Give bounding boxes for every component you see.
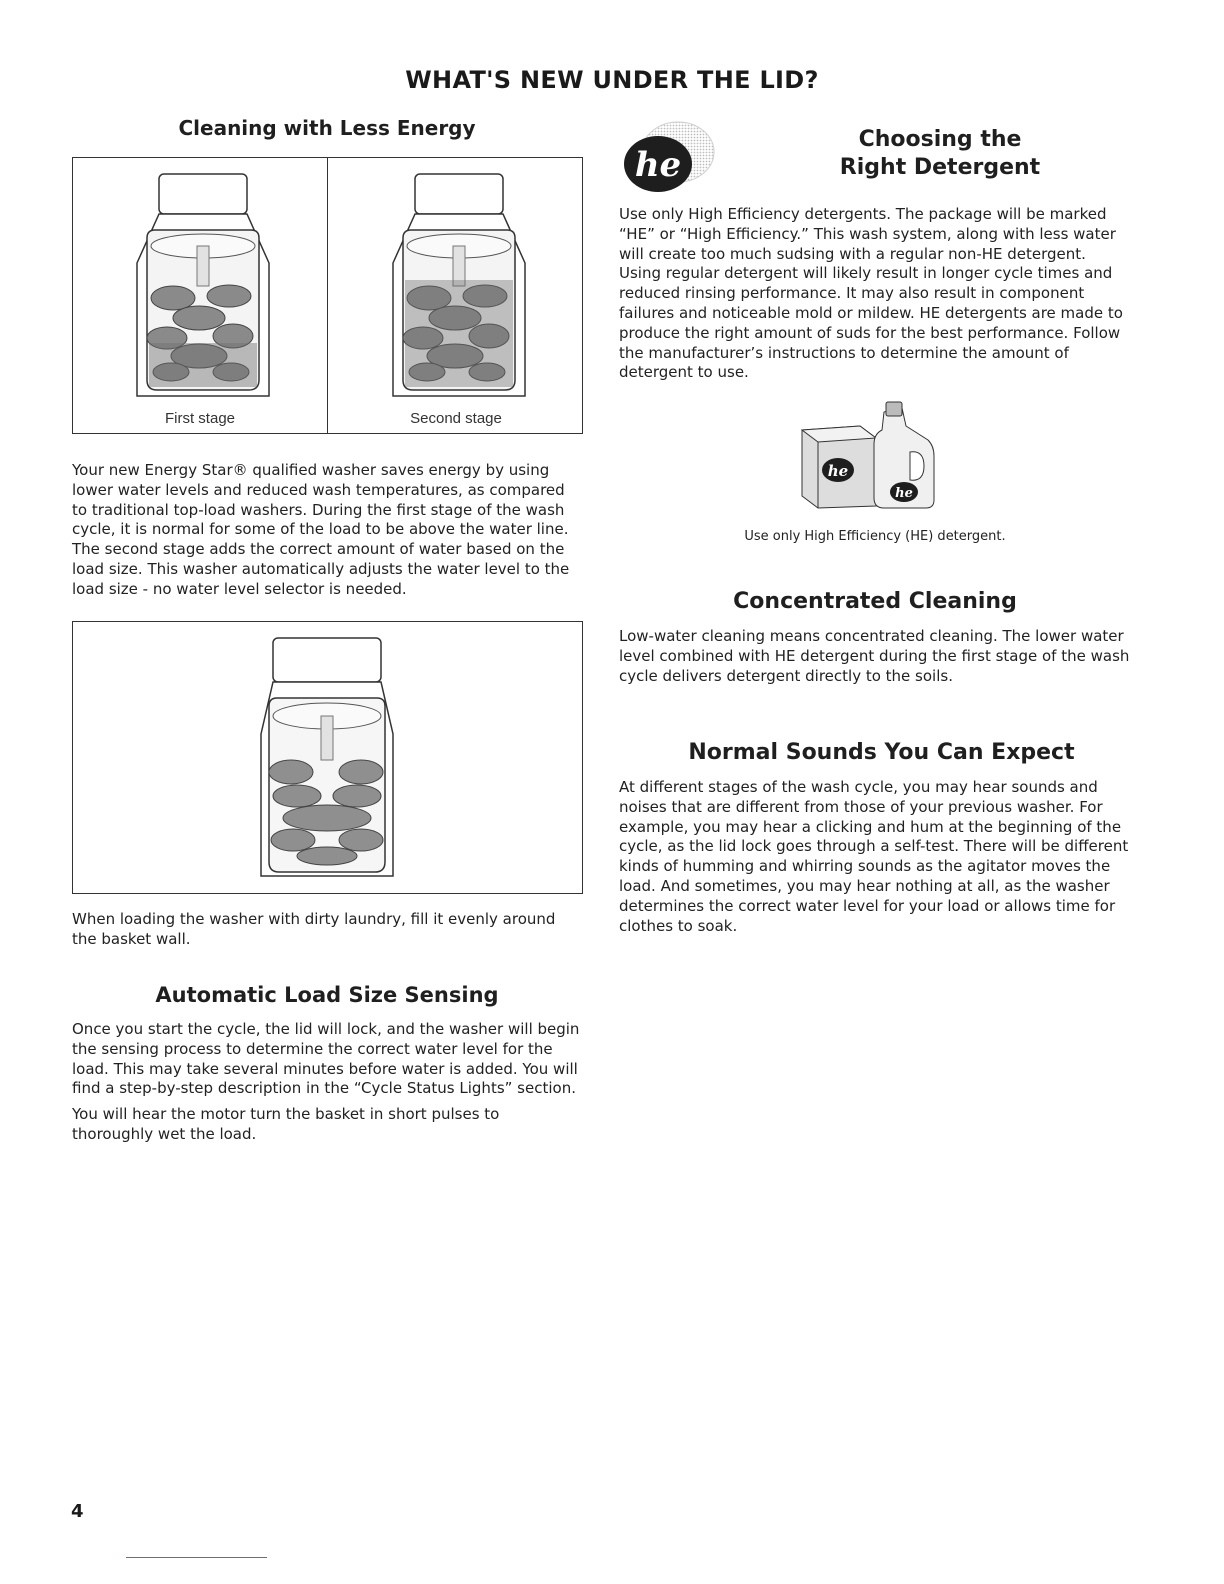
detergent-heading-line-2: Right Detergent	[839, 155, 1041, 180]
sounds-heading: Normal Sounds You Can Expect	[688, 740, 1075, 765]
svg-text:he: he	[827, 462, 849, 480]
he-logo-icon	[618, 118, 716, 198]
detergent-heading	[790, 126, 1090, 182]
first-stage-caption: First stage	[164, 410, 236, 427]
detergent-paragraph	[619, 205, 1131, 383]
washer-loading-figure	[72, 621, 583, 894]
figure-divider	[327, 158, 328, 433]
washer-first-stage-illustration	[133, 168, 273, 408]
energy-star-paragraph	[72, 461, 584, 600]
detergent-heading-line-1: Choosing the	[858, 127, 1022, 152]
svg-text:he: he	[895, 486, 913, 501]
loading-text: When loading the washer with dirty laundry, fill it evenly around the basket wall.	[72, 910, 556, 948]
page-number: 4	[71, 1501, 84, 1522]
concentrated-heading: Concentrated Cleaning	[733, 589, 1017, 614]
page-title: WHAT'S NEW UNDER THE LID?	[405, 66, 819, 94]
load-sensing-body	[72, 1020, 584, 1145]
load-sensing-paragraph-1: Once you start the cycle, the lid will lock, and the washer will begin the sensing process to determine the correct water level for the load. This may take several minutes before water is added. You will find a step-by-step description in the “Cycle Status Lights” section.	[72, 1020, 580, 1098]
washer-second-stage-illustration	[389, 168, 529, 408]
footer-rule	[126, 1557, 267, 1558]
cleaning-less-energy-heading: Cleaning with Less Energy	[178, 116, 476, 140]
sounds-text: At different stages of the wash cycle, you may hear sounds and noises that are different from those of your previous washer. For example, you may hear a clicking and hum at the beginning of the cycle, as the lid lock goes through a self-test. There will be different kinds of humming and whirring sounds as the agitator moves the load. And sometimes, you may hear nothing at all, as the washer determines the correct water level for your load or allows time for clothes to soak.	[619, 778, 1129, 935]
second-stage-caption: Second stage	[410, 410, 502, 427]
load-sensing-heading: Automatic Load Size Sensing	[155, 983, 499, 1007]
washer-loading-illustration	[257, 634, 397, 884]
washer-stages-figure	[72, 157, 583, 434]
sounds-paragraph	[619, 778, 1131, 936]
concentrated-text: Low-water cleaning means concentrated cleaning. The lower water level combined with HE detergent during the first stage of the wash cycle delivers detergent directly to the soils.	[619, 627, 1130, 685]
he-logo-text: he	[634, 145, 682, 185]
he-detergent-products-illustration	[798, 400, 948, 512]
concentrated-paragraph	[619, 627, 1131, 686]
loading-paragraph	[72, 910, 584, 950]
detergent-text: Use only High Efficiency detergents. The package will be marked “HE” or “High Efficiency.” This wash system, along with less water will create too much sudsing with a regular non-HE detergent. Using regular detergent will likely result in longer cycle times and reduced rinsing performance. It may also result in component failures and noticeable mold or mildew. HE detergents are made to produce the right amount of suds for the best performance. Follow the manufacturer’s instructions to determine the amount of detergent to use.	[619, 205, 1123, 382]
energy-star-text: Your new Energy Star® qualified washer saves energy by using lower water levels and reduced wash temperatures, as compared to traditional top-load washers. During the first stage of the wash cycle, it is normal for some of the load to be above the water line. The second stage adds the correct amount of water based on the load size. This washer automatically adjusts the water level to the load size - no water level selector is needed.	[72, 461, 570, 598]
load-sensing-paragraph-2: You will hear the motor turn the basket in short pulses to thoroughly wet the load.	[72, 1105, 500, 1143]
detergent-image-caption: Use only High Efficiency (HE) detergent.	[744, 529, 1006, 544]
